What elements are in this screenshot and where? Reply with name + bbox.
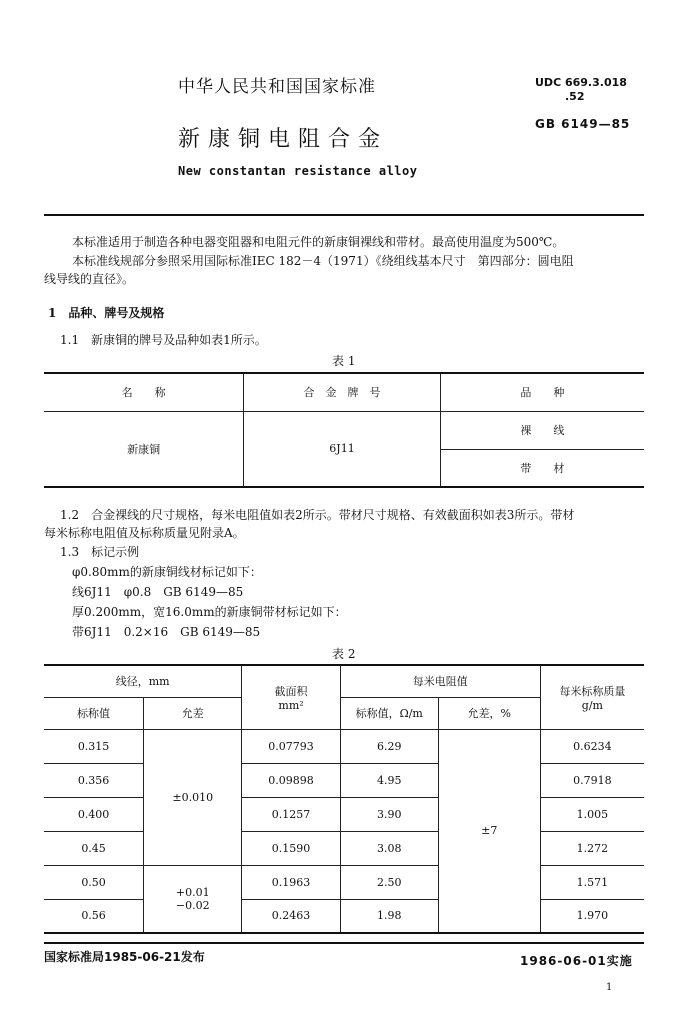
cell-diameter: 0.315 <box>44 729 144 763</box>
cell-area: 0.07793 <box>242 729 340 763</box>
cell-diameter: 0.45 <box>44 831 144 865</box>
cell-resistance: 2.50 <box>340 865 438 899</box>
effective-date: 1986-06-01实施 <box>520 954 633 968</box>
table-row <box>44 797 644 831</box>
section-1-3: 1.3 标记示例 <box>60 545 140 559</box>
cell-mass: 0.6234 <box>540 729 644 763</box>
section-1-2-cont: 每米标称电阻值及标称质量见附录A。 <box>44 526 245 540</box>
section-1-2: 1.2 合金裸线的尺寸规格，每米电阻值如表2所示。带材尺寸规格、有效截面积如表3所示。带材 <box>60 508 575 522</box>
table-2-header-nominal: 标称值 <box>44 697 144 729</box>
table-2-header-area <box>242 665 340 729</box>
intro-paragraph-2-cont: 线导线的直径》。 <box>44 272 135 286</box>
table-1 <box>44 372 644 488</box>
table-1-name: 新康铜 <box>44 411 244 487</box>
table-row <box>44 729 644 763</box>
standard-org: 中华人民共和国国家标准 <box>178 77 376 97</box>
cell-resistance: 6.29 <box>340 729 438 763</box>
table-row <box>44 831 644 865</box>
cell-area: 0.1963 <box>242 865 340 899</box>
table-1-variety-strip: 带 材 <box>440 449 644 487</box>
gb-code: GB 6149—85 <box>535 117 631 131</box>
intro-paragraph-2: 本标准线规部分参照采用国际标准IEC 182－4（1971）《绕组线基本尺寸 第四部分：圆电阻 <box>72 254 574 268</box>
table-1-header-row <box>44 373 644 411</box>
document-title: 新康铜电阻合金 <box>178 127 389 152</box>
table-1-variety-wire: 裸 线 <box>440 411 644 449</box>
cell-resistance: 3.90 <box>340 797 438 831</box>
table-2-header-res-nominal: 标称值，Ω/m <box>340 697 438 729</box>
cell-area: 0.09898 <box>242 763 340 797</box>
section-1-heading: 1 品种、牌号及规格 <box>48 306 165 320</box>
cell-resistance-tolerance: ±7 <box>438 729 540 933</box>
table-row <box>44 763 644 797</box>
marking-example-wire: 线6J11 φ0.8 GB 6149—85 <box>72 585 244 599</box>
cell-resistance: 3.08 <box>340 831 438 865</box>
header-rule <box>44 214 644 216</box>
table-2-header-mass-label: 每米标称质量 <box>559 684 626 698</box>
cell-diameter-tolerance: ±0.010 <box>144 729 242 865</box>
cell-resistance: 1.98 <box>340 899 438 933</box>
table-2-header-row <box>44 665 644 697</box>
tolerance-plus: +0.01 <box>175 885 210 899</box>
cell-diameter: 0.50 <box>44 865 144 899</box>
intro-paragraph-1: 本标准适用于制造各种电器变阻器和电阻元件的新康铜裸线和带材。最高使用温度为500℃。 <box>72 235 565 249</box>
cell-area: 0.1590 <box>242 831 340 865</box>
cell-mass: 0.7918 <box>540 763 644 797</box>
cell-mass: 1.571 <box>540 865 644 899</box>
marking-example-wire-desc: φ0.80mm的新康铜线材标记如下： <box>72 565 262 579</box>
udc-code-suffix: .52 <box>565 90 585 103</box>
section-1-1: 1.1 新康铜的牌号及品种如表1所示。 <box>60 333 267 347</box>
udc-code: UDC 669.3.018 <box>535 76 627 89</box>
cell-mass: 1.005 <box>540 797 644 831</box>
cell-resistance: 4.95 <box>340 763 438 797</box>
cell-diameter: 0.356 <box>44 763 144 797</box>
page-number: 1 <box>606 982 613 993</box>
table-2-header-area-unit: mm² <box>278 698 304 712</box>
cell-diameter: 0.56 <box>44 899 144 933</box>
table-1-row <box>44 411 644 449</box>
cell-area: 0.2463 <box>242 899 340 933</box>
table-row <box>44 899 644 933</box>
marking-example-strip-desc: 厚0.200mm，宽16.0mm的新康铜带材标记如下： <box>72 605 347 619</box>
table-1-header-name: 名 称 <box>44 373 244 411</box>
table-1-caption: 表 1 <box>332 354 356 368</box>
cell-mass: 1.970 <box>540 899 644 933</box>
table-2-header-res-tolerance: 允差，% <box>438 697 540 729</box>
table-2-header-area-label: 截面积 <box>274 684 308 698</box>
table-2-header-mass-unit: g/m <box>581 698 603 712</box>
cell-mass: 1.272 <box>540 831 644 865</box>
table-1-header-variety: 品 种 <box>440 373 644 411</box>
table-2-header-tolerance: 允差 <box>144 697 242 729</box>
tolerance-minus: −0.02 <box>175 898 210 912</box>
marking-example-strip: 带6J11 0.2×16 GB 6149—85 <box>72 625 261 639</box>
cell-diameter-tolerance <box>144 865 242 933</box>
table-1-grade: 6J11 <box>244 411 440 487</box>
table-2 <box>44 664 644 934</box>
table-2-header-mass <box>540 665 644 729</box>
cell-diameter: 0.400 <box>44 797 144 831</box>
table-2-header-resistance: 每米电阻值 <box>340 665 540 697</box>
table-2-header-diameter: 线径，mm <box>44 665 242 697</box>
table-row <box>44 865 644 899</box>
issue-date: 国家标准局1985-06-21发布 <box>44 950 205 964</box>
table-1-header-grade: 合 金 牌 号 <box>244 373 440 411</box>
table-2-caption: 表 2 <box>332 647 356 661</box>
cell-area: 0.1257 <box>242 797 340 831</box>
footer-rule <box>44 942 644 944</box>
document-title-en: New constantan resistance alloy <box>178 164 418 178</box>
